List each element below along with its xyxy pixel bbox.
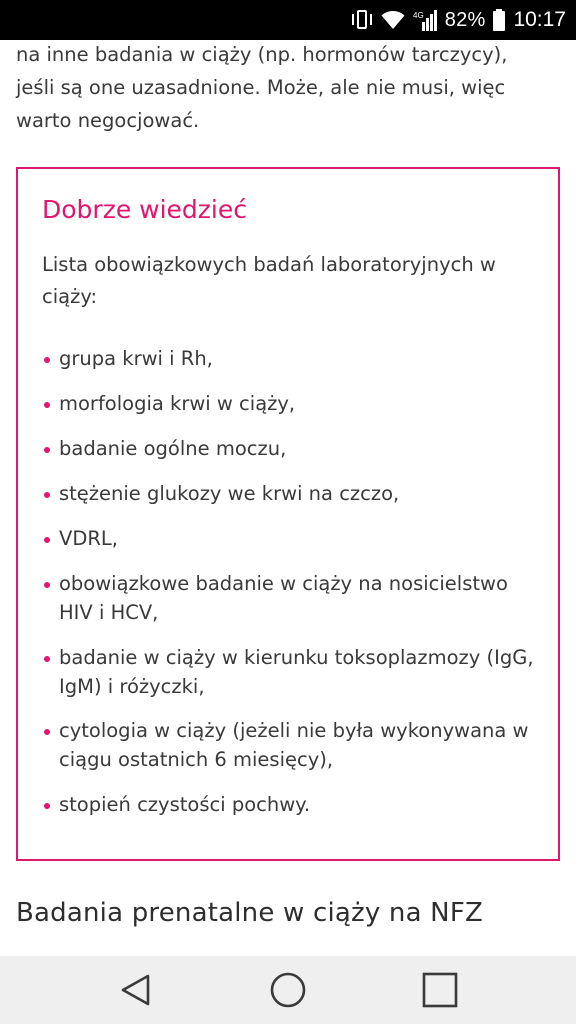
wifi-icon [381, 10, 405, 30]
list-item-text: morfologia krwi w ciąży, [59, 392, 296, 415]
bullet-icon [44, 537, 50, 543]
bullet-icon [44, 656, 50, 662]
list-item-text: badanie ogólne moczu, [59, 437, 287, 460]
bullet-icon [44, 357, 50, 363]
bullet-icon [44, 447, 50, 453]
box-lead: Lista obowiązkowych badań laboratoryjnych w ciąży: [42, 253, 496, 308]
bullet-icon [44, 803, 50, 809]
list-item-text: VDRL, [59, 527, 118, 550]
section-heading: Badania prenatalne w ciąży na NFZ [16, 898, 483, 928]
list-item-text: badanie w ciąży w kierunku toksoplazmozy (IgG, IgM) i różyczki, [59, 646, 534, 698]
box-title: Dobrze wiedzieć [42, 195, 247, 224]
list-item [42, 344, 542, 373]
intro-line: warto negocjować. [16, 109, 200, 132]
home-icon [269, 971, 307, 1009]
svg-text:4G: 4G [412, 11, 424, 20]
clock: 10:17 [513, 8, 566, 31]
list-item-text: cytologia w ciąży (jeżeli nie była wykonywana w ciągu ostatnich 6 miesięcy), [59, 719, 529, 771]
intro-paragraph [16, 40, 564, 137]
bullet-icon [44, 729, 50, 735]
list-item [42, 569, 542, 627]
list-item [42, 716, 542, 774]
list-item-text: grupa krwi i Rh, [59, 347, 213, 370]
status-bar [0, 0, 576, 40]
intro-line: na inne badania w ciąży (np. hormonów tarczycy), [16, 43, 508, 66]
home-button[interactable] [238, 956, 338, 1024]
list-item [42, 643, 542, 701]
bullet-icon [44, 402, 50, 408]
list-item [42, 479, 542, 508]
vibrate-icon [351, 8, 373, 32]
list-item [42, 389, 542, 418]
list-item-text: stężenie glukozy we krwi na czczo, [59, 482, 400, 505]
battery-percent: 82% [444, 8, 486, 31]
battery-icon [493, 9, 505, 31]
list-item-text: obowiązkowe badanie w ciąży na nosicielstwo HIV i HCV, [59, 572, 508, 624]
recents-icon [422, 972, 458, 1008]
list-item [42, 524, 542, 553]
list-item [42, 434, 542, 463]
intro-line: jeśli są one uzasadnione. Może, ale nie musi, więc [16, 76, 506, 99]
recents-button[interactable] [390, 956, 490, 1024]
article-content[interactable] [0, 40, 576, 956]
bullet-icon [44, 492, 50, 498]
list-item-text: stopień czystości pochwy. [59, 793, 311, 816]
navigation-bar [0, 956, 576, 1024]
back-button[interactable] [86, 956, 186, 1024]
list-item [42, 790, 542, 819]
bullet-icon [44, 582, 50, 588]
signal-icon [413, 9, 437, 31]
back-icon [118, 972, 154, 1008]
good-to-know-box [16, 167, 560, 861]
